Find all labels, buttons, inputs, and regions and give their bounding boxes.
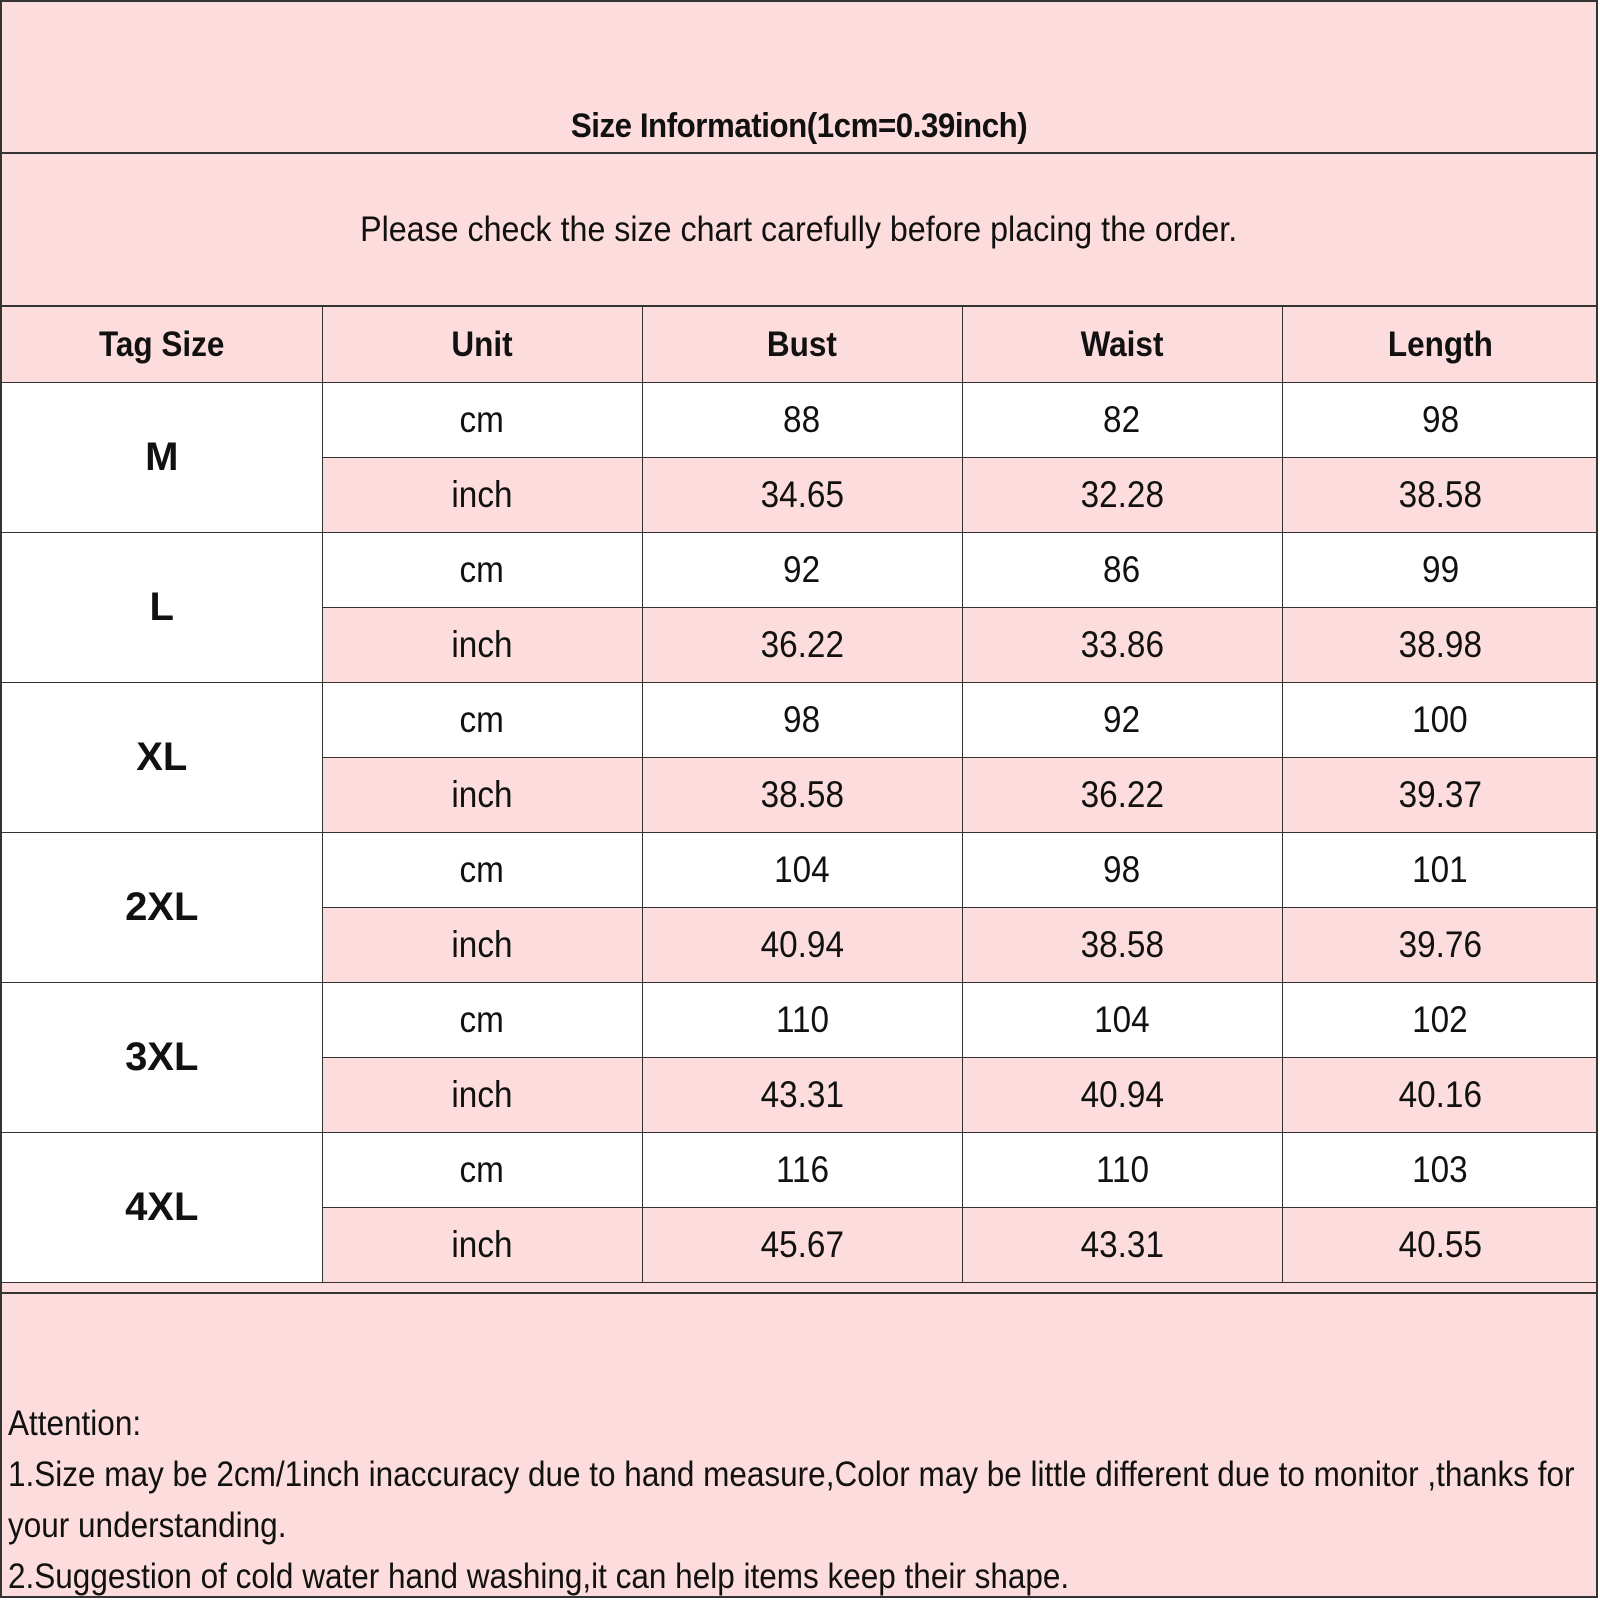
table-row bbox=[2, 383, 1598, 458]
length-cell: 40.55 bbox=[1282, 1208, 1598, 1283]
unit-cell: inch bbox=[322, 458, 642, 533]
notes-heading: Attention: bbox=[8, 1404, 142, 1443]
tag-size-cell: 2XL bbox=[2, 833, 322, 983]
bust-cell: 36.22 bbox=[642, 608, 962, 683]
tag-size-cell: L bbox=[2, 533, 322, 683]
header-length: Length bbox=[1282, 307, 1598, 383]
tag-size-cell: M bbox=[2, 383, 322, 533]
unit-cell: cm bbox=[322, 1133, 642, 1208]
length-cell: 39.37 bbox=[1282, 758, 1598, 833]
waist-cell: 36.22 bbox=[962, 758, 1282, 833]
title-row bbox=[2, 2, 1596, 154]
subtitle-row bbox=[2, 154, 1596, 307]
bust-cell: 98 bbox=[642, 683, 962, 758]
unit-cell: inch bbox=[322, 608, 642, 683]
notes-line-2: 2.Suggestion of cold water hand washing,it can help items keep their shape. bbox=[8, 1557, 1070, 1596]
unit-cell: inch bbox=[322, 1058, 642, 1133]
page-title: Size Information(1cm=0.39inch) bbox=[570, 107, 1028, 145]
header-tag-size: Tag Size bbox=[2, 307, 322, 383]
length-cell: 101 bbox=[1282, 833, 1598, 908]
waist-cell: 43.31 bbox=[962, 1208, 1282, 1283]
waist-cell: 33.86 bbox=[962, 608, 1282, 683]
bust-cell: 40.94 bbox=[642, 908, 962, 983]
length-cell: 100 bbox=[1282, 683, 1598, 758]
length-cell: 98 bbox=[1282, 383, 1598, 458]
bust-cell: 110 bbox=[642, 983, 962, 1058]
unit-cell: cm bbox=[322, 533, 642, 608]
length-cell: 40.16 bbox=[1282, 1058, 1598, 1133]
waist-cell: 92 bbox=[962, 683, 1282, 758]
length-cell: 102 bbox=[1282, 983, 1598, 1058]
length-cell: 38.58 bbox=[1282, 458, 1598, 533]
unit-cell: inch bbox=[322, 758, 642, 833]
unit-cell: inch bbox=[322, 908, 642, 983]
waist-cell: 40.94 bbox=[962, 1058, 1282, 1133]
bust-cell: 88 bbox=[642, 383, 962, 458]
bust-cell: 45.67 bbox=[642, 1208, 962, 1283]
size-table bbox=[2, 307, 1598, 1283]
tag-size-cell: 3XL bbox=[2, 983, 322, 1133]
tag-size-cell: XL bbox=[2, 683, 322, 833]
waist-cell: 38.58 bbox=[962, 908, 1282, 983]
waist-cell: 110 bbox=[962, 1133, 1282, 1208]
header-waist: Waist bbox=[962, 307, 1282, 383]
unit-cell: cm bbox=[322, 683, 642, 758]
waist-cell: 32.28 bbox=[962, 458, 1282, 533]
bust-cell: 43.31 bbox=[642, 1058, 962, 1133]
length-cell: 39.76 bbox=[1282, 908, 1598, 983]
bust-cell: 34.65 bbox=[642, 458, 962, 533]
header-row bbox=[2, 307, 1598, 383]
bust-cell: 92 bbox=[642, 533, 962, 608]
table-row bbox=[2, 683, 1598, 758]
unit-cell: cm bbox=[322, 983, 642, 1058]
bust-cell: 38.58 bbox=[642, 758, 962, 833]
length-cell: 99 bbox=[1282, 533, 1598, 608]
waist-cell: 82 bbox=[962, 383, 1282, 458]
tag-size-cell: 4XL bbox=[2, 1133, 322, 1283]
table-row bbox=[2, 833, 1598, 908]
waist-cell: 98 bbox=[962, 833, 1282, 908]
page-subtitle: Please check the size chart carefully before placing the order. bbox=[360, 209, 1238, 249]
length-cell: 38.98 bbox=[1282, 608, 1598, 683]
attention-notes bbox=[2, 1292, 1596, 1598]
bust-cell: 116 bbox=[642, 1133, 962, 1208]
table-row bbox=[2, 533, 1598, 608]
bust-cell: 104 bbox=[642, 833, 962, 908]
unit-cell: cm bbox=[322, 383, 642, 458]
length-cell: 103 bbox=[1282, 1133, 1598, 1208]
header-unit: Unit bbox=[322, 307, 642, 383]
waist-cell: 86 bbox=[962, 533, 1282, 608]
header-bust: Bust bbox=[642, 307, 962, 383]
table-row bbox=[2, 983, 1598, 1058]
table-row bbox=[2, 1133, 1598, 1208]
unit-cell: cm bbox=[322, 833, 642, 908]
unit-cell: inch bbox=[322, 1208, 642, 1283]
notes-line-1: 1.Size may be 2cm/1inch inaccuracy due to hand measure,Color may be little different due to monitor ,thanks for your understanding. bbox=[8, 1455, 1575, 1545]
waist-cell: 104 bbox=[962, 983, 1282, 1058]
